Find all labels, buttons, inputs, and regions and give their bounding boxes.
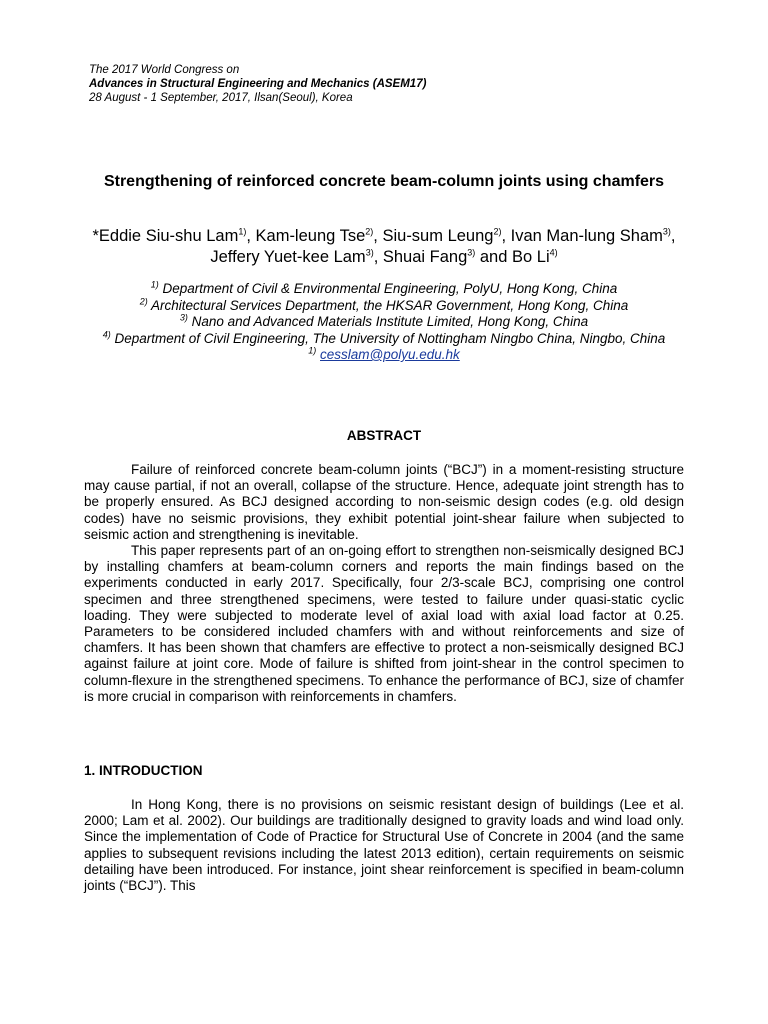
author-affiliation-mark: 2)	[493, 226, 502, 237]
conference-header	[89, 63, 426, 105]
affiliation-mark: 2)	[139, 296, 148, 306]
affiliation-line	[84, 331, 684, 348]
author-affiliation-mark: 3)	[662, 226, 671, 237]
abstract-paragraph-1: Failure of reinforced concrete beam-column joints (“BCJ”) in a moment-resisting structure may cause partial, if not an overall, collapse of the structure. Hence, adequate joint strength has to be properly ensured. As BCJ designed according to non-seismic design codes (e.g. old design codes) have no seismic provisions, they exhibit potential joint-shear failure when subjected to seismic action and strengthening is inevitable.	[84, 462, 684, 542]
email-line	[84, 347, 684, 364]
conference-name: The 2017 World Congress on	[89, 64, 240, 76]
email-mark: 1)	[308, 345, 317, 356]
author-affiliation-mark: 3)	[365, 247, 374, 258]
author-name: Shuai Fang	[382, 248, 468, 266]
affiliation-line	[84, 281, 684, 298]
author-list	[84, 226, 684, 268]
author-separator: and	[475, 248, 512, 266]
author-name: Ivan Man-lung Sham	[510, 227, 663, 245]
email-link[interactable]: cesslam@polyu.edu.hk	[320, 347, 460, 362]
affiliation-mark: 3)	[179, 312, 188, 323]
author-affiliation-mark: 2)	[365, 226, 374, 237]
author-affiliation-mark: 3)	[467, 247, 476, 258]
paper-title: Strengthening of reinforced concrete beam-column joints using chamfers	[103, 173, 665, 190]
abstract-paragraph-2: This paper represents part of an on-going effort to strengthen non-seismically designed BCJ by installing chamfers at beam-column corners and reports the main findings based on the experiments conducted in early 2017. Specifically, four 2/3-scale BCJ, comprising one control specimen and three strengthened specimens, were tested to failure under quasi-static cyclic loading. They were subjected to moderate level of axial load with axial load factor at 0.25. Parameters to be considered included chamfers with and without reinforcements and size of chamfers. It has been shown that chamfers are effective to protect a non-seismically designed BCJ against failure at joint core. Mode of failure is shifted from joint-shear in the control specimen to column-flexure in the strengthened specimens. To enhance the performance of BCJ, size of chamfer is more crucial in comparison with reinforcements in chamfers.	[84, 543, 684, 704]
introduction-heading: 1. INTRODUCTION	[84, 763, 203, 778]
abstract-heading: ABSTRACT	[346, 428, 422, 443]
affiliation-text: Nano and Advanced Materials Institute Limited, Hong Kong, China	[187, 314, 589, 329]
author-separator: ,	[670, 227, 676, 245]
author-name: Bo Li	[512, 248, 550, 266]
author-name: *Eddie Siu-shu Lam	[92, 227, 239, 245]
conference-dates: 28 August - 1 September, 2017, Ilsan(Seoul), Korea	[89, 92, 353, 104]
author-separator: ,	[373, 248, 383, 266]
author-name: Siu-sum Leung	[382, 227, 494, 245]
conference-title: Advances in Structural Engineering and Mechanics (ASEM17)	[89, 78, 427, 90]
author-separator: ,	[373, 227, 383, 245]
affiliation-text: Department of Civil & Environmental Engineering, PolyU, Hong Kong, China	[158, 281, 618, 296]
author-separator: ,	[246, 227, 256, 245]
affiliation-mark: 4)	[102, 329, 111, 339]
author-affiliation-mark: 1)	[238, 226, 247, 237]
affiliation-text: Department of Civil Engineering, The University of Nottingham Ningbo China, Ningbo, China	[110, 330, 666, 346]
introduction-paragraph: In Hong Kong, there is no provisions on seismic resistant design of buildings (Lee et al. 2000; Lam et al. 2002). Our buildings are traditionally designed to gravity loads and wind load only. Since the implementation of Code of Practice for Structural Use of Concrete in 2004 (and the same applies to subsequent revisions including the latest 2013 edition), certain requirements on seismic detailing have been introduced. For instance, joint shear reinforcement is specified in beam-column joints (“BCJ”). This	[84, 797, 684, 894]
author-name: Kam-leung Tse	[255, 227, 366, 245]
affiliation-mark: 1)	[150, 279, 159, 290]
affiliation-list	[84, 281, 684, 364]
affiliation-line	[84, 298, 684, 315]
author-separator: ,	[501, 227, 511, 245]
author-name: Jeffery Yuet-kee Lam	[210, 248, 366, 266]
affiliation-text: Architectural Services Department, the HKSAR Government, Hong Kong, China	[147, 297, 629, 313]
author-affiliation-mark: 4)	[549, 247, 558, 258]
affiliation-line	[84, 314, 684, 331]
